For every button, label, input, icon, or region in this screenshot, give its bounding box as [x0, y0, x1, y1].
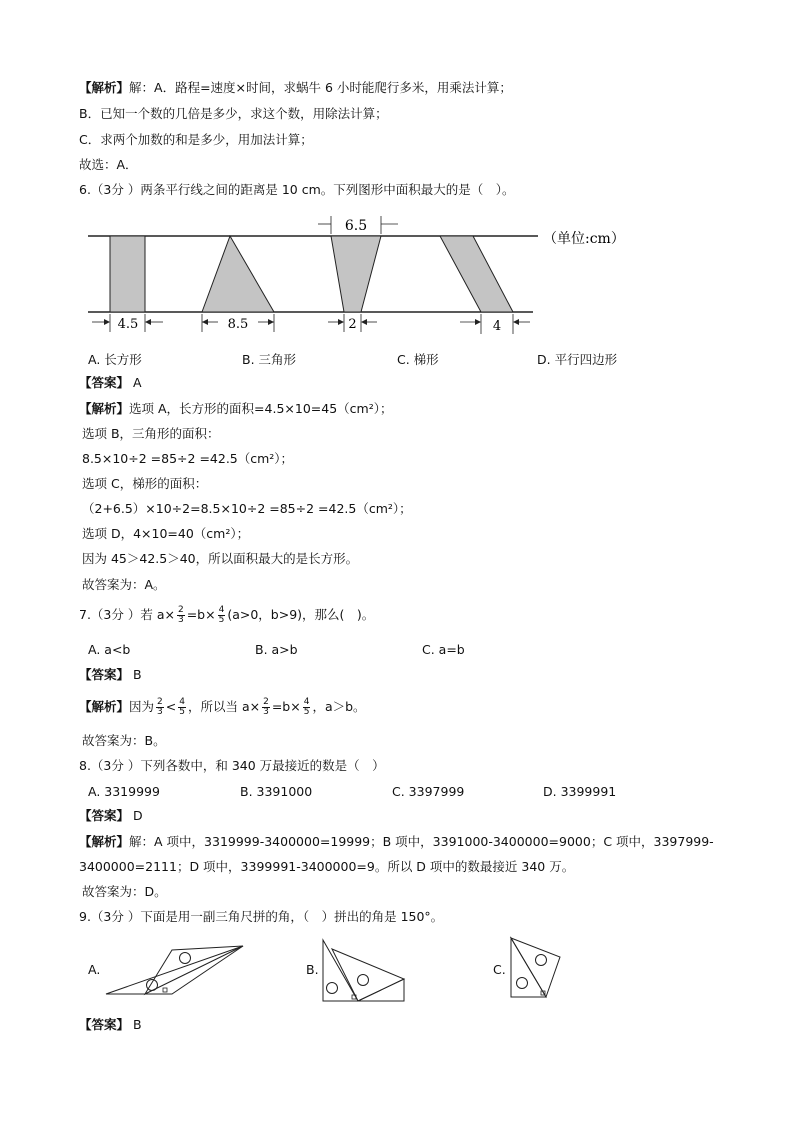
- q6-analysis-line5: （2+6.5）×10÷2=8.5×10÷2 =85÷2 =42.5（cm²）；: [82, 501, 412, 516]
- q8-option-c: C. 3397999: [392, 784, 465, 799]
- q5-conclusion: 故选：A．: [79, 157, 138, 172]
- triangle-shape: [202, 236, 274, 312]
- q8-analysis-line2: 3400000=2111；D 项中，3399991-3400000=9。所以 D 项中的数最接近 340 万。: [79, 859, 575, 874]
- trapezoid-bottom-label: 2: [348, 317, 357, 332]
- q6-option-b: B. 三角形: [242, 352, 297, 367]
- q6-stem: 6.（3分 ）两条平行线之间的距离是 10 cm。下列图形中面积最大的是（ ）。: [79, 182, 515, 197]
- q7-option-b: B. a>b: [255, 642, 298, 657]
- q6-figure: [88, 210, 648, 340]
- q6-option-d: D. 平行四边形: [537, 352, 618, 367]
- q6-analysis-line3: 8.5×10÷2 =85÷2 =42.5（cm²）；: [82, 451, 294, 466]
- q6-answer: 【答案】 A: [79, 375, 142, 390]
- q6-analysis-line2: 选项 B，三角形的面积：: [82, 426, 220, 441]
- q8-option-a: A. 3319999: [88, 784, 160, 799]
- fraction-4-5: $\frac{4}{5}$: [218, 605, 225, 625]
- rect-width-label: 4.5: [117, 317, 139, 332]
- q5-analysis-line2: B．已知一个数的几倍是多少，求这个数，用除法计算；: [79, 106, 388, 121]
- unit-label: （单位:cm）: [543, 231, 625, 247]
- q6-conclusion: 故答案为：A。: [82, 577, 166, 592]
- q8-stem: 8.（3分 ）下列各数中，和 340 万最接近的数是（ ）: [79, 758, 385, 773]
- q5-analysis-line1: 【解析】解：A．路程=速度×时间，求蜗牛 6 小时能爬行多米，用乘法计算；: [79, 80, 512, 95]
- triangle-base-label: 8.5: [227, 317, 249, 332]
- analysis-tag: 【解析】: [79, 80, 130, 95]
- q9-option-a-figure: [100, 940, 250, 1000]
- fraction-2-3: $\frac{2}{3}$: [177, 605, 184, 625]
- q6-option-c: C. 梯形: [397, 352, 439, 367]
- q7-answer: 【答案】 B: [79, 667, 142, 682]
- q7-analysis: 【解析】因为 $\frac{2}{3}$ < $\frac{4}{5}$ ，所以当 a× $\frac{2}{3}$ =b× $\frac{4}{5}$ ，a＞b。: [79, 697, 366, 717]
- q9-option-c-figure: [506, 933, 566, 1003]
- q6-analysis-line7: 因为 45＞42.5＞40，所以面积最大的是长方形。: [82, 551, 359, 566]
- q9-option-b-label: B.: [306, 962, 319, 977]
- q9-answer: 【答案】 B: [79, 1017, 142, 1032]
- q6-option-a: A. 长方形: [88, 352, 142, 367]
- q9-option-b-figure: [318, 935, 418, 1005]
- q6-analysis-line6: 选项 D，4×10=40（cm²）；: [82, 526, 250, 541]
- q8-option-b: B. 3391000: [240, 784, 313, 799]
- q7-option-a: A. a<b: [88, 642, 131, 657]
- trapezoid-top-label: 6.5: [344, 218, 368, 234]
- q5-analysis-line3: C．求两个加数的和是多少，用加法计算；: [79, 132, 313, 147]
- q7-option-c: C. a=b: [422, 642, 465, 657]
- q9-option-c-label: C.: [493, 962, 506, 977]
- q6-analysis-line1: 【解析】选项 A，长方形的面积=4.5×10=45（cm²）；: [79, 401, 393, 416]
- trapezoid-shape: [331, 236, 381, 312]
- q9-stem: 9.（3分 ）下面是用一副三角尺拼的角，（ ）拼出的角是 150°。: [79, 909, 444, 924]
- q8-option-d: D. 3399991: [543, 784, 617, 799]
- parallelogram-shape: [440, 236, 513, 312]
- q8-analysis-line1: 【解析】解：A 项中，3319999-3400000=19999；B 项中，3391000-3400000=9000；C 项中，3397999-: [79, 834, 714, 849]
- rectangle-shape: [110, 236, 145, 312]
- q7-conclusion: 故答案为：B。: [82, 733, 166, 748]
- q6-analysis-line4: 选项 C，梯形的面积：: [82, 476, 208, 491]
- q8-answer: 【答案】 D: [79, 808, 143, 823]
- q7-stem: 7.（3分 ）若 a× $\frac{2}{3}$ =b× $\frac{4}{5}$ (a>0，b>9)，那么( )。: [79, 605, 375, 625]
- q9-option-a-label: A.: [88, 962, 101, 977]
- parallelogram-base-label: 4: [492, 319, 502, 334]
- q8-conclusion: 故答案为：D。: [82, 884, 167, 899]
